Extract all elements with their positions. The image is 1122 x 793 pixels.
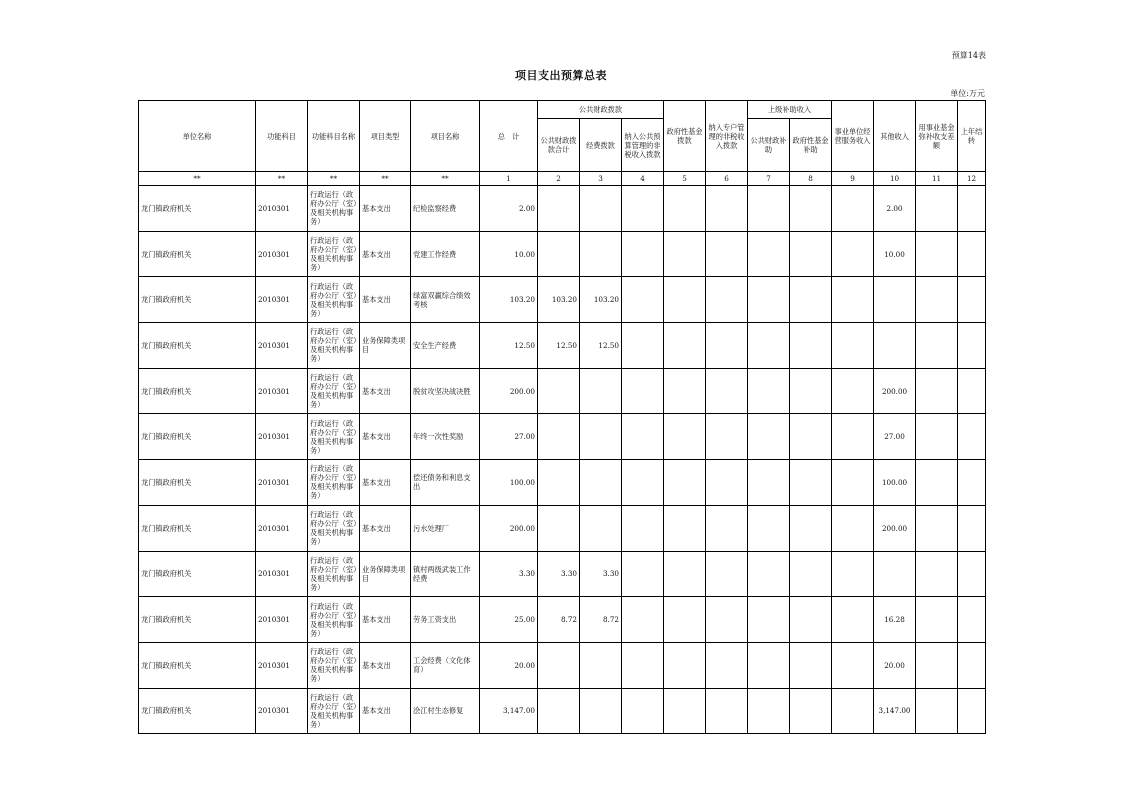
cell-gov-fund (664, 323, 706, 369)
cell-fund-gap (916, 323, 958, 369)
cell-fund-gap (916, 277, 958, 323)
cell-nontax-budget (622, 323, 664, 369)
cell-other-income: 16.28 (874, 597, 916, 643)
cell-fund-gap (916, 642, 958, 688)
cell-project-name: 污水处理厂 (411, 505, 480, 551)
cell-project-type: 基本支出 (360, 505, 411, 551)
cell-func-code: 2010301 (256, 505, 308, 551)
cell-special-nontax (706, 597, 748, 643)
cell-unit-name: 龙门镇政府机关 (139, 688, 256, 734)
cell-other-income: 2.00 (874, 186, 916, 232)
cell-service-income (832, 551, 874, 597)
cell-superior-public (748, 323, 790, 369)
cell-funding (580, 505, 622, 551)
table-row (139, 368, 986, 414)
cell-project-name: 绿富双赢综合绩效考核 (411, 277, 480, 323)
cell-special-nontax (706, 460, 748, 506)
cell-service-income (832, 231, 874, 277)
cell-func-code: 2010301 (256, 642, 308, 688)
cell-fund-gap (916, 505, 958, 551)
cell-service-income (832, 323, 874, 369)
cell-funding (580, 642, 622, 688)
cell-carryover (958, 551, 986, 597)
cell-func-name: 行政运行（政府办公厅（室）及相关机构事务） (308, 368, 360, 414)
cell-other-income (874, 277, 916, 323)
cell-nontax-budget (622, 688, 664, 734)
cell-public-finance-total (538, 231, 580, 277)
unit-label: 单位:万元 (950, 89, 985, 98)
header-service-income: 事业单位经营服务收入 (832, 101, 874, 172)
cell-project-type: 基本支出 (360, 186, 411, 232)
cell-service-income (832, 597, 874, 643)
index-cell: 10 (874, 172, 916, 186)
cell-total: 20.00 (480, 642, 538, 688)
cell-superior-public (748, 597, 790, 643)
cell-unit-name: 龙门镇政府机关 (139, 597, 256, 643)
cell-service-income (832, 368, 874, 414)
cell-public-finance-total: 103.20 (538, 277, 580, 323)
cell-gov-fund (664, 688, 706, 734)
cell-total: 25.00 (480, 597, 538, 643)
cell-func-code: 2010301 (256, 551, 308, 597)
cell-fund-gap (916, 688, 958, 734)
cell-superior-gov-fund (790, 368, 832, 414)
cell-unit-name: 龙门镇政府机关 (139, 186, 256, 232)
cell-other-income: 200.00 (874, 505, 916, 551)
cell-fund-gap (916, 460, 958, 506)
index-cell: 9 (832, 172, 874, 186)
cell-project-name: 党建工作经费 (411, 231, 480, 277)
cell-superior-gov-fund (790, 460, 832, 506)
cell-gov-fund (664, 505, 706, 551)
cell-total: 2.00 (480, 186, 538, 232)
cell-project-name: 浍江村生态修复 (411, 688, 480, 734)
form-number: 预算14表 (951, 51, 986, 60)
cell-funding (580, 460, 622, 506)
cell-other-income: 100.00 (874, 460, 916, 506)
cell-superior-gov-fund (790, 597, 832, 643)
cell-func-code: 2010301 (256, 186, 308, 232)
header-public-finance-group: 公共财政拨款 (538, 101, 664, 119)
cell-unit-name: 龙门镇政府机关 (139, 460, 256, 506)
cell-superior-public (748, 551, 790, 597)
cell-func-code: 2010301 (256, 460, 308, 506)
cell-public-finance-total (538, 460, 580, 506)
cell-special-nontax (706, 688, 748, 734)
cell-fund-gap (916, 231, 958, 277)
cell-funding (580, 186, 622, 232)
cell-func-code: 2010301 (256, 323, 308, 369)
cell-superior-gov-fund (790, 277, 832, 323)
cell-service-income (832, 414, 874, 460)
index-cell: 8 (790, 172, 832, 186)
cell-carryover (958, 368, 986, 414)
cell-total: 200.00 (480, 505, 538, 551)
cell-service-income (832, 505, 874, 551)
cell-func-code: 2010301 (256, 688, 308, 734)
cell-other-income: 27.00 (874, 414, 916, 460)
header-func-code: 功能科目 (256, 101, 308, 172)
cell-carryover (958, 642, 986, 688)
cell-unit-name: 龙门镇政府机关 (139, 551, 256, 597)
table-row (139, 551, 986, 597)
cell-func-name: 行政运行（政府办公厅（室）及相关机构事务） (308, 597, 360, 643)
cell-project-type: 业务保障类项目 (360, 323, 411, 369)
cell-superior-public (748, 460, 790, 506)
cell-carryover (958, 414, 986, 460)
cell-nontax-budget (622, 551, 664, 597)
cell-superior-gov-fund (790, 505, 832, 551)
cell-special-nontax (706, 414, 748, 460)
cell-funding (580, 368, 622, 414)
cell-gov-fund (664, 414, 706, 460)
cell-project-type: 基本支出 (360, 277, 411, 323)
cell-total: 12.50 (480, 323, 538, 369)
cell-public-finance-total (538, 186, 580, 232)
cell-project-type: 基本支出 (360, 231, 411, 277)
cell-fund-gap (916, 551, 958, 597)
cell-project-type: 基本支出 (360, 597, 411, 643)
index-cell: 5 (664, 172, 706, 186)
cell-nontax-budget (622, 368, 664, 414)
cell-func-code: 2010301 (256, 414, 308, 460)
cell-project-type: 基本支出 (360, 642, 411, 688)
cell-project-name: 偿还债务和利息支出 (411, 460, 480, 506)
cell-special-nontax (706, 368, 748, 414)
table-row (139, 323, 986, 369)
index-cell: 6 (706, 172, 748, 186)
cell-superior-gov-fund (790, 642, 832, 688)
cell-carryover (958, 688, 986, 734)
cell-public-finance-total: 3.30 (538, 551, 580, 597)
header-superior-group: 上级补助收入 (748, 101, 832, 119)
index-cell: 1 (480, 172, 538, 186)
cell-funding: 12.50 (580, 323, 622, 369)
cell-project-name: 劳务工资支出 (411, 597, 480, 643)
cell-superior-public (748, 505, 790, 551)
cell-carryover (958, 231, 986, 277)
cell-carryover (958, 505, 986, 551)
cell-special-nontax (706, 323, 748, 369)
cell-project-name: 纪检监察经费 (411, 186, 480, 232)
cell-project-name: 脱贫攻坚决战决胜 (411, 368, 480, 414)
cell-superior-public (748, 277, 790, 323)
cell-funding: 8.72 (580, 597, 622, 643)
cell-fund-gap (916, 368, 958, 414)
cell-nontax-budget (622, 186, 664, 232)
cell-funding (580, 231, 622, 277)
cell-public-finance-total: 12.50 (538, 323, 580, 369)
cell-special-nontax (706, 231, 748, 277)
cell-other-income: 10.00 (874, 231, 916, 277)
cell-carryover (958, 597, 986, 643)
cell-public-finance-total (538, 505, 580, 551)
cell-project-name: 工会经费（文化体育） (411, 642, 480, 688)
cell-service-income (832, 186, 874, 232)
index-cell: 12 (958, 172, 986, 186)
index-cell: 11 (916, 172, 958, 186)
cell-service-income (832, 460, 874, 506)
header-carryover: 上年结转 (958, 101, 986, 172)
cell-special-nontax (706, 642, 748, 688)
cell-total: 10.00 (480, 231, 538, 277)
header-func-name: 功能科目名称 (308, 101, 360, 172)
cell-func-name: 行政运行（政府办公厅（室）及相关机构事务） (308, 414, 360, 460)
cell-func-code: 2010301 (256, 597, 308, 643)
cell-nontax-budget (622, 414, 664, 460)
cell-func-name: 行政运行（政府办公厅（室）及相关机构事务） (308, 642, 360, 688)
cell-func-code: 2010301 (256, 368, 308, 414)
cell-public-finance-total (538, 688, 580, 734)
cell-superior-gov-fund (790, 414, 832, 460)
table-row (139, 642, 986, 688)
header-fund-gap: 用事业基金弥补收支差额 (916, 101, 958, 172)
index-cell: ** (139, 172, 256, 186)
cell-superior-public (748, 688, 790, 734)
cell-other-income: 3,147.00 (874, 688, 916, 734)
cell-service-income (832, 688, 874, 734)
header-unit-name: 单位名称 (139, 101, 256, 172)
cell-carryover (958, 186, 986, 232)
cell-other-income (874, 551, 916, 597)
header-project-type: 项目类型 (360, 101, 411, 172)
cell-project-type: 基本支出 (360, 688, 411, 734)
table-row (139, 414, 986, 460)
cell-service-income (832, 642, 874, 688)
cell-funding: 3.30 (580, 551, 622, 597)
cell-total: 103.20 (480, 277, 538, 323)
cell-fund-gap (916, 414, 958, 460)
cell-superior-public (748, 642, 790, 688)
cell-project-type: 基本支出 (360, 460, 411, 506)
cell-funding (580, 414, 622, 460)
page-title: 项目支出预算总表 (515, 69, 607, 82)
index-cell: 3 (580, 172, 622, 186)
index-cell: ** (411, 172, 480, 186)
cell-total: 27.00 (480, 414, 538, 460)
cell-func-code: 2010301 (256, 277, 308, 323)
cell-special-nontax (706, 186, 748, 232)
cell-superior-gov-fund (790, 688, 832, 734)
cell-public-finance-total (538, 414, 580, 460)
cell-project-name: 镇村两级武装工作经费 (411, 551, 480, 597)
table-row (139, 231, 986, 277)
cell-other-income (874, 323, 916, 369)
header-superior-gov-fund: 政府性基金补助 (790, 119, 832, 172)
cell-fund-gap (916, 186, 958, 232)
index-cell: ** (308, 172, 360, 186)
cell-gov-fund (664, 186, 706, 232)
cell-func-name: 行政运行（政府办公厅（室）及相关机构事务） (308, 231, 360, 277)
cell-superior-public (748, 231, 790, 277)
cell-unit-name: 龙门镇政府机关 (139, 414, 256, 460)
index-cell: ** (256, 172, 308, 186)
cell-func-name: 行政运行（政府办公厅（室）及相关机构事务） (308, 323, 360, 369)
cell-special-nontax (706, 551, 748, 597)
cell-public-finance-total (538, 368, 580, 414)
table-row (139, 505, 986, 551)
cell-nontax-budget (622, 277, 664, 323)
cell-public-finance-total (538, 642, 580, 688)
table-row (139, 597, 986, 643)
cell-func-name: 行政运行（政府办公厅（室）及相关机构事务） (308, 688, 360, 734)
header-gov-fund: 政府性基金拨款 (664, 101, 706, 172)
header-total: 总 计 (480, 101, 538, 172)
cell-nontax-budget (622, 505, 664, 551)
cell-project-type: 业务保障类项目 (360, 551, 411, 597)
cell-func-name: 行政运行（政府办公厅（室）及相关机构事务） (308, 551, 360, 597)
cell-project-type: 基本支出 (360, 414, 411, 460)
index-cell: ** (360, 172, 411, 186)
cell-nontax-budget (622, 597, 664, 643)
cell-project-name: 年终一次性奖励 (411, 414, 480, 460)
cell-total: 100.00 (480, 460, 538, 506)
cell-project-name: 安全生产经费 (411, 323, 480, 369)
cell-gov-fund (664, 642, 706, 688)
cell-gov-fund (664, 460, 706, 506)
cell-func-name: 行政运行（政府办公厅（室）及相关机构事务） (308, 186, 360, 232)
cell-other-income: 200.00 (874, 368, 916, 414)
table-row (139, 186, 986, 232)
cell-total: 200.00 (480, 368, 538, 414)
cell-public-finance-total: 8.72 (538, 597, 580, 643)
cell-superior-public (748, 186, 790, 232)
index-cell: 4 (622, 172, 664, 186)
cell-func-name: 行政运行（政府办公厅（室）及相关机构事务） (308, 277, 360, 323)
cell-superior-gov-fund (790, 323, 832, 369)
cell-unit-name: 龙门镇政府机关 (139, 277, 256, 323)
cell-unit-name: 龙门镇政府机关 (139, 323, 256, 369)
cell-superior-gov-fund (790, 186, 832, 232)
cell-carryover (958, 323, 986, 369)
cell-unit-name: 龙门镇政府机关 (139, 231, 256, 277)
header-other-income: 其他收入 (874, 101, 916, 172)
cell-total: 3.30 (480, 551, 538, 597)
cell-project-type: 基本支出 (360, 368, 411, 414)
cell-gov-fund (664, 277, 706, 323)
header-nontax-budget: 纳入公共预算管理的非税收入拨款 (622, 119, 664, 172)
cell-total: 3,147.00 (480, 688, 538, 734)
cell-funding (580, 688, 622, 734)
cell-gov-fund (664, 597, 706, 643)
cell-func-code: 2010301 (256, 231, 308, 277)
cell-special-nontax (706, 505, 748, 551)
cell-gov-fund (664, 231, 706, 277)
cell-carryover (958, 277, 986, 323)
cell-gov-fund (664, 551, 706, 597)
header-project-name: 项目名称 (411, 101, 480, 172)
cell-nontax-budget (622, 231, 664, 277)
table-row (139, 277, 986, 323)
cell-unit-name: 龙门镇政府机关 (139, 642, 256, 688)
header-public-finance-total: 公共财政拨款合计 (538, 119, 580, 172)
index-row (139, 172, 986, 186)
cell-superior-public (748, 414, 790, 460)
cell-special-nontax (706, 277, 748, 323)
cell-func-name: 行政运行（政府办公厅（室）及相关机构事务） (308, 505, 360, 551)
cell-nontax-budget (622, 642, 664, 688)
budget-table (138, 100, 986, 734)
index-cell: 2 (538, 172, 580, 186)
cell-superior-gov-fund (790, 551, 832, 597)
index-cell: 7 (748, 172, 790, 186)
cell-other-income: 20.00 (874, 642, 916, 688)
cell-fund-gap (916, 597, 958, 643)
cell-superior-gov-fund (790, 231, 832, 277)
cell-unit-name: 龙门镇政府机关 (139, 368, 256, 414)
cell-func-name: 行政运行（政府办公厅（室）及相关机构事务） (308, 460, 360, 506)
table-row (139, 688, 986, 734)
cell-service-income (832, 277, 874, 323)
cell-funding: 103.20 (580, 277, 622, 323)
cell-carryover (958, 460, 986, 506)
table-row (139, 460, 986, 506)
cell-nontax-budget (622, 460, 664, 506)
cell-superior-public (748, 368, 790, 414)
header-special-nontax: 纳入专户管理的非税收入拨款 (706, 101, 748, 172)
cell-unit-name: 龙门镇政府机关 (139, 505, 256, 551)
header-superior-public: 公共财政补助 (748, 119, 790, 172)
header-funding: 经费拨款 (580, 119, 622, 172)
cell-gov-fund (664, 368, 706, 414)
